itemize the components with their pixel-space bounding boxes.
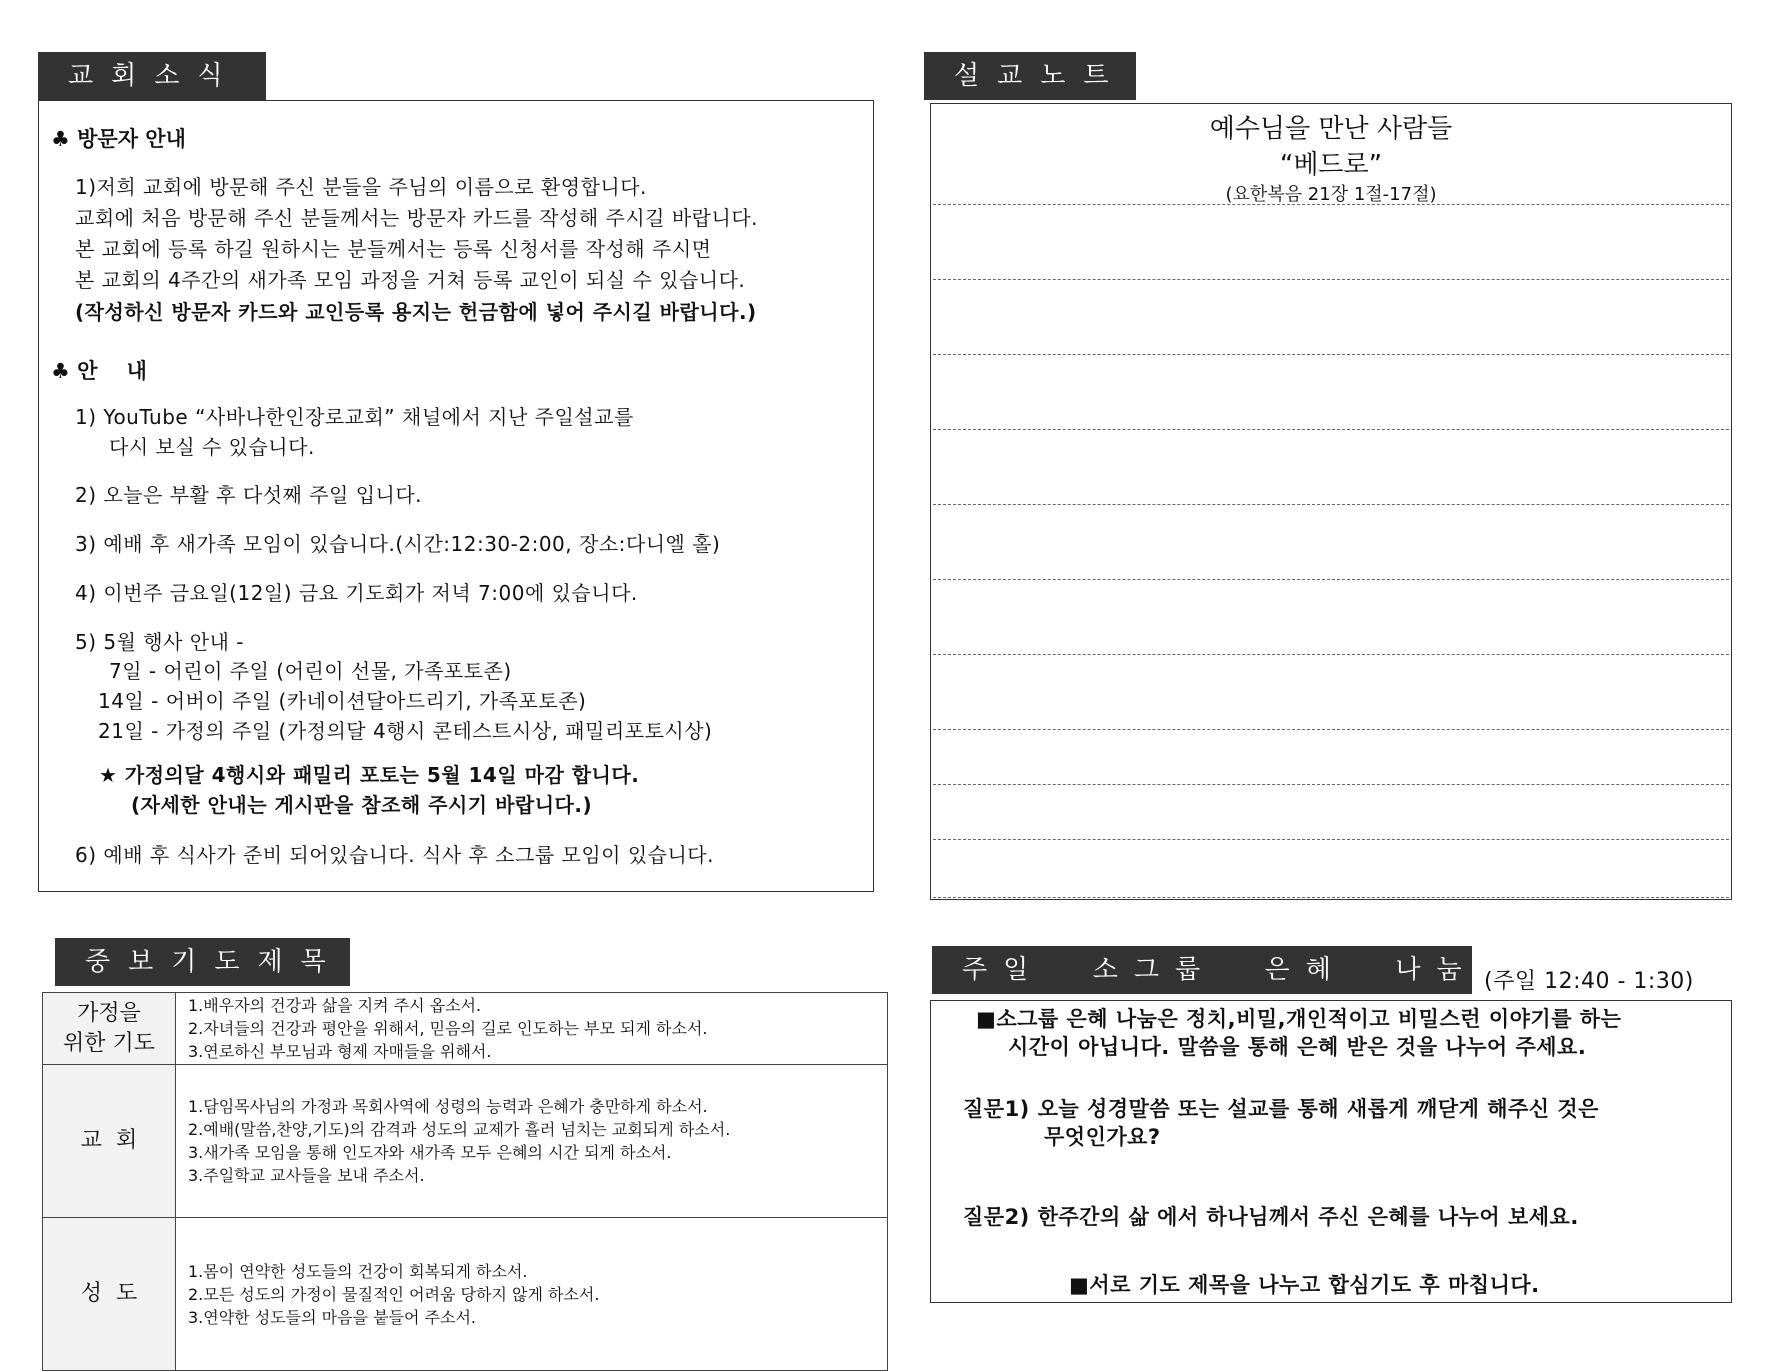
note-line (933, 579, 1729, 580)
notice-line: 5) 5월 행사 안내 - (75, 630, 244, 654)
note-line (933, 654, 1729, 655)
prayer-items: 1.배우자의 건강과 삶을 지켜 주시 옵소서. 2.자녀들의 건강과 평안을 위해서, 믿음의 길로 인도하는 부모 되게 하소서. 3.연로하신 부모님과 형제 자매들을 위해서. (176, 993, 888, 1065)
small-group-tab: 주일 소그룹 은혜 나눔 (932, 946, 1472, 994)
visitor-line: 본 교회에 등록 하길 원하시는 분들께서는 등록 신청서를 작성해 주시면 (75, 237, 712, 261)
notice-line: 21일 - 가정의 주일 (가정의달 4행시 콘테스트시상, 패밀리포토시상) (98, 719, 713, 743)
small-group-time: (주일 12:40 - 1:30) (1484, 969, 1694, 994)
visitor-heading: ♣ 방문자 안내 (51, 127, 186, 151)
prayer-category: 교 회 (43, 1065, 176, 1218)
church-news-tab: 교회소식 (38, 52, 266, 100)
prayer-tab: 중보기도제목 (55, 938, 350, 986)
note-line (933, 429, 1729, 430)
prayer-items: 1.담임목사님의 가정과 목회사역에 성령의 능력과 은혜가 충만하게 하소서. 2.예배(말씀,찬양,기도)의 감격과 성도의 교제가 흘러 넘치는 교회되게 하소서. 3.새가족 모임을 통해 인도자와 새가족 모두 은혜의 시간 되게 하소서. 3.주일학교 교사들을 보내 주소서. (176, 1065, 888, 1218)
note-line (933, 839, 1729, 840)
sermon-subtitle: “베드로” (1279, 150, 1383, 180)
note-line (933, 279, 1729, 280)
small-group-intro: 시간이 아닙니다. 말씀을 통해 은혜 받은 것을 나누어 주세요. (1008, 1035, 1587, 1059)
notice-heading: ♣ 안 내 (51, 359, 147, 383)
closing-note: ■서로 기도 제목을 나누고 합심기도 후 마칩니다. (1069, 1273, 1540, 1297)
church-news-box (38, 100, 874, 892)
prayer-items: 1.몸이 연약한 성도들의 건강이 회복되게 하소서. 2.모든 성도의 가정이 물질적인 어려움 당하지 않게 하소서. 3.연약한 성도들의 마음을 붙들어 주소서. (176, 1218, 888, 1371)
note-line (933, 729, 1729, 730)
notice-line: 다시 보실 수 있습니다. (109, 435, 315, 459)
table-row (43, 1065, 888, 1218)
table-row (43, 993, 888, 1065)
notice-line: ★ 가정의달 4행시와 패밀리 포토는 5월 14일 마감 합니다. (99, 763, 640, 787)
note-line (933, 204, 1729, 205)
small-group-box (930, 1000, 1732, 1303)
prayer-category: 성 도 (43, 1218, 176, 1371)
question-1: 질문1) 오늘 성경말씀 또는 설교를 통해 새롭게 깨닫게 해주신 것은 (963, 1097, 1599, 1121)
visitor-line: 본 교회의 4주간의 새가족 모임 과정을 거쳐 등록 교인이 되실 수 있습니다. (75, 268, 746, 292)
table-row (43, 1218, 888, 1371)
prayer-table (42, 992, 888, 1371)
notice-line: (자세한 안내는 게시판을 참조해 주시기 바랍니다.) (131, 793, 593, 817)
note-line (933, 784, 1729, 785)
question-2: 질문2) 한주간의 삶 에서 하나님께서 주신 은혜를 나누어 보세요. (963, 1205, 1579, 1229)
notice-line: 3) 예배 후 새가족 모임이 있습니다.(시간:12:30-2:00, 장소:다니엘 홀) (75, 532, 721, 556)
note-line (933, 354, 1729, 355)
prayer-category: 가정을 위한 기도 (43, 993, 176, 1065)
sermon-note-box (930, 103, 1732, 900)
notice-line: 2) 오늘은 부활 후 다섯째 주일 입니다. (75, 483, 423, 507)
note-line (933, 504, 1729, 505)
notice-line: 6) 예배 후 식사가 준비 되어있습니다. 식사 후 소그룹 모임이 있습니다. (75, 843, 714, 867)
sermon-scripture: (요한복음 21장 1절-17절) (1225, 184, 1437, 205)
notice-line: 4) 이번주 금요일(12일) 금요 기도회가 저녁 7:00에 있습니다. (75, 581, 638, 605)
notice-line: 14일 - 어버이 주일 (카네이션달아드리기, 가족포토존) (98, 689, 587, 713)
visitor-line: 교회에 처음 방문해 주신 분들께서는 방문자 카드를 작성해 주시길 바랍니다. (75, 206, 758, 230)
small-group-intro: ■소그룹 은혜 나눔은 정치,비밀,개인적이고 비밀스런 이야기를 하는 (976, 1007, 1622, 1031)
visitor-line: 1)저희 교회에 방문해 주신 분들을 주님의 이름으로 환영합니다. (75, 175, 647, 199)
notice-line: 7일 - 어린이 주일 (어린이 선물, 가족포토존) (109, 659, 512, 683)
question-1-cont: 무엇인가요? (1044, 1125, 1161, 1149)
notice-line: 1) YouTube “사바나한인장로교회” 채널에서 지난 주일설교를 (75, 405, 634, 429)
visitor-line: (작성하신 방문자 카드와 교인등록 용지는 헌금함에 넣어 주시길 바랍니다.) (75, 300, 757, 324)
note-line (933, 897, 1729, 898)
sermon-title: 예수님을 만난 사람들 (1209, 114, 1453, 144)
sermon-note-tab: 설교노트 (924, 52, 1136, 100)
